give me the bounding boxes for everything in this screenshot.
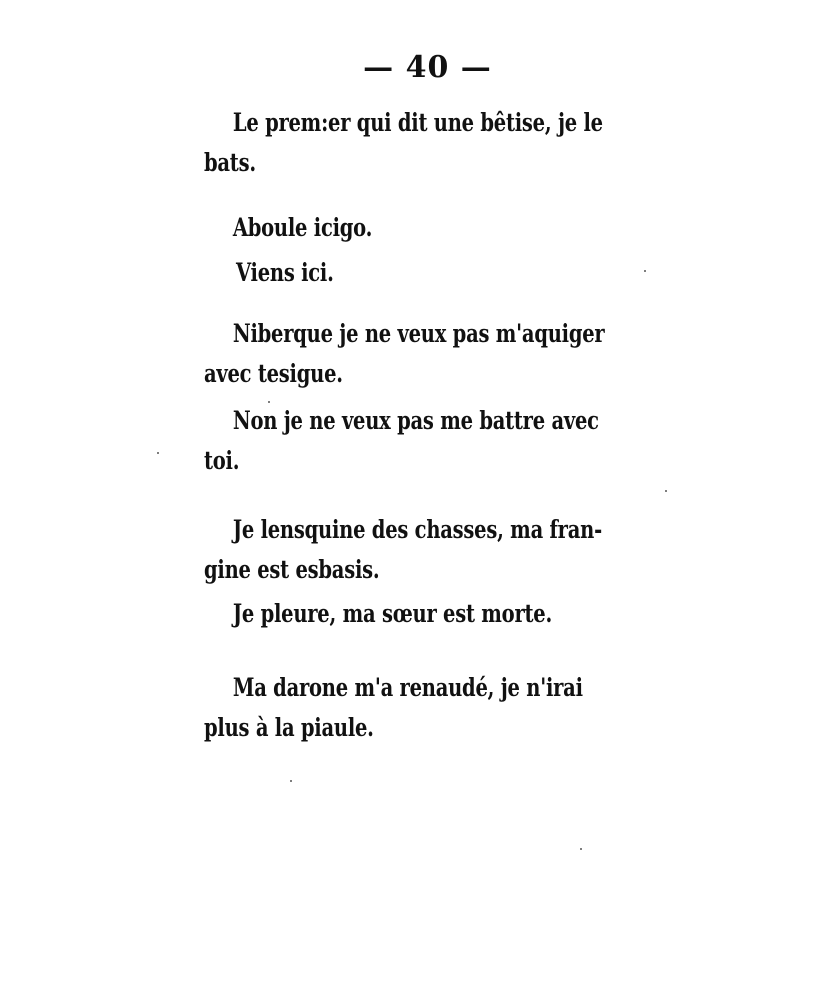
paragraph-line: Niberque je ne veux pas m'aquiger [232,319,605,348]
paragraph-line: Je lensquine des chasses, ma fran- [232,515,602,544]
scan-speck [580,848,582,850]
paragraph-line: gine est esbasis. [204,555,380,584]
paragraph-8 [204,668,656,748]
paragraph-2 [204,208,656,248]
scan-speck [665,490,667,492]
scan-speck [157,452,159,454]
paragraph-6 [204,510,656,590]
paragraph-line: Ma darone m'a renaudé, je n'irai [232,673,583,702]
paragraph-line: Le prem:er qui dit une bêtise, je le [232,108,603,137]
paragraph-3 [204,253,656,293]
paragraph-5 [204,401,656,481]
scan-speck [268,401,270,403]
page-number: — 40 — [363,50,492,85]
paragraph-line: plus à la piaule. [204,713,374,742]
scan-speck [290,780,292,782]
paragraph-7 [204,594,656,634]
paragraph-1 [204,103,656,183]
paragraph-line: Non je ne veux pas me battre avec [232,406,599,435]
paragraph-line: toi. [204,446,240,475]
paragraph-line: Viens ici. [235,258,334,287]
paragraph-line: bats. [204,148,256,177]
paragraph-line: avec tesigue. [204,359,343,388]
paragraph-line: Aboule icigo. [232,213,373,242]
paragraph-4 [204,314,656,394]
scan-speck [644,270,646,272]
paragraph-line: Je pleure, ma sœur est morte. [232,599,553,628]
